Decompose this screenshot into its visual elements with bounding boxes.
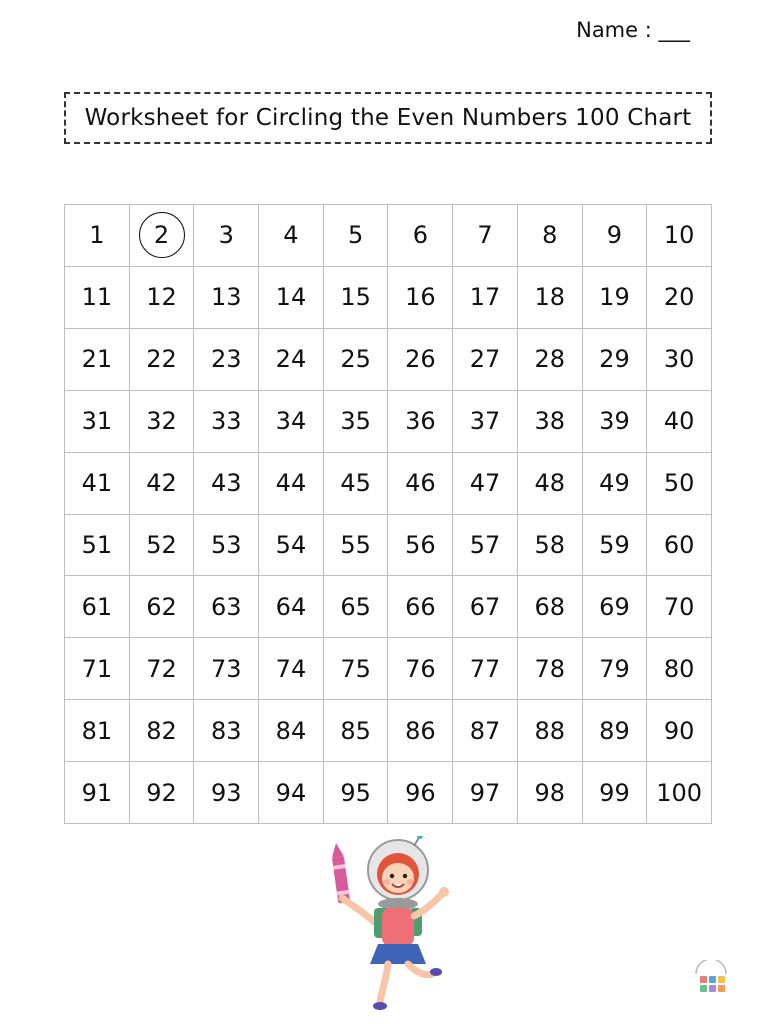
chart-cell[interactable] (65, 205, 130, 267)
chart-cell[interactable] (647, 267, 712, 329)
cell-number: 38 (534, 407, 566, 436)
chart-cell[interactable] (518, 700, 583, 762)
cell-number: 59 (599, 530, 630, 559)
cell-number: 61 (81, 592, 113, 621)
cell-number: 36 (405, 407, 436, 436)
chart-cell[interactable] (194, 762, 259, 824)
cell-number: 28 (534, 345, 566, 374)
chart-cell[interactable] (453, 762, 518, 824)
chart-cell[interactable] (324, 391, 389, 453)
cell-number: 18 (534, 283, 566, 312)
cell-number: 69 (599, 592, 630, 621)
cell-number: 15 (340, 283, 371, 312)
cell-number: 55 (340, 530, 371, 559)
cell-number: 41 (81, 469, 113, 498)
chart-cell[interactable] (259, 700, 324, 762)
cell-number: 89 (599, 716, 630, 745)
cell-number: 66 (405, 592, 436, 621)
cell-number: 91 (81, 778, 113, 807)
cell-number: 63 (210, 592, 242, 621)
cell-number: 47 (469, 469, 501, 498)
chart-cell[interactable] (65, 638, 130, 700)
chart-cell[interactable] (453, 453, 518, 515)
chart-cell[interactable] (259, 638, 324, 700)
cell-number: 22 (146, 345, 177, 374)
cell-number: 48 (534, 469, 566, 498)
cell-number: 10 (663, 221, 695, 250)
chart-cell[interactable] (518, 391, 583, 453)
cell-number: 32 (146, 407, 177, 436)
chart-cell[interactable] (518, 205, 583, 267)
cell-number: 3 (218, 221, 234, 250)
chart-cell[interactable] (388, 576, 453, 638)
chart-cell[interactable] (324, 638, 389, 700)
chart-cell[interactable] (324, 762, 389, 824)
cell-number: 92 (146, 778, 177, 807)
cell-number: 87 (469, 716, 501, 745)
cell-number: 19 (599, 283, 630, 312)
chart-cell[interactable] (583, 576, 648, 638)
cell-number: 24 (275, 345, 307, 374)
chart-cell[interactable] (647, 391, 712, 453)
cell-number: 81 (81, 716, 113, 745)
cell-number: 13 (210, 283, 242, 312)
chart-cell[interactable] (518, 762, 583, 824)
cell-number: 64 (275, 592, 307, 621)
chart-cell[interactable] (259, 329, 324, 391)
chart-cell[interactable] (194, 329, 259, 391)
cell-number: 90 (663, 716, 695, 745)
cell-number: 100 (656, 778, 703, 807)
chart-cell[interactable] (453, 205, 518, 267)
chart-cell[interactable] (65, 762, 130, 824)
cell-number: 78 (534, 654, 566, 683)
cell-number: 98 (534, 778, 566, 807)
cell-number: 33 (210, 407, 242, 436)
cell-number: 25 (340, 345, 371, 374)
cell-number: 6 (412, 221, 428, 250)
chart-cell[interactable] (518, 515, 583, 577)
cell-number: 16 (405, 283, 436, 312)
chart-cell[interactable] (130, 267, 195, 329)
chart-cell[interactable] (130, 700, 195, 762)
chart-cell[interactable] (259, 762, 324, 824)
cell-number: 85 (340, 716, 371, 745)
cell-number: 73 (210, 654, 242, 683)
chart-cell[interactable] (583, 391, 648, 453)
chart-cell[interactable] (583, 205, 648, 267)
chart-cell[interactable] (65, 700, 130, 762)
chart-cell[interactable] (130, 638, 195, 700)
chart-cell[interactable] (583, 453, 648, 515)
cell-number: 94 (275, 778, 307, 807)
chart-cell[interactable] (194, 453, 259, 515)
chart-cell[interactable] (388, 205, 453, 267)
chart-cell[interactable] (453, 576, 518, 638)
chart-cell[interactable] (194, 638, 259, 700)
cell-number: 71 (81, 654, 113, 683)
chart-cell[interactable] (518, 453, 583, 515)
chart-cell[interactable] (194, 700, 259, 762)
chart-cell[interactable] (453, 638, 518, 700)
cell-number: 49 (599, 469, 630, 498)
chart-cell[interactable] (194, 515, 259, 577)
cell-number: 56 (405, 530, 436, 559)
cell-number: 77 (469, 654, 501, 683)
chart-cell[interactable] (388, 638, 453, 700)
chart-cell[interactable] (647, 576, 712, 638)
chart-cell[interactable] (453, 329, 518, 391)
chart-cell[interactable] (324, 576, 389, 638)
cell-number: 1 (89, 221, 105, 250)
cell-number: 11 (81, 283, 113, 312)
cell-number: 88 (534, 716, 566, 745)
chart-cell[interactable] (583, 638, 648, 700)
cell-number: 34 (275, 407, 307, 436)
cell-number: 45 (340, 469, 371, 498)
cell-number: 96 (405, 778, 436, 807)
chart-cell[interactable] (194, 205, 259, 267)
chart-cell[interactable] (324, 267, 389, 329)
cell-number: 5 (348, 221, 364, 250)
cell-number: 37 (469, 407, 501, 436)
chart-cell[interactable] (194, 267, 259, 329)
chart-cell[interactable] (518, 329, 583, 391)
chart-cell[interactable] (453, 515, 518, 577)
cell-number: 97 (469, 778, 501, 807)
chart-cell[interactable] (453, 391, 518, 453)
cell-number: 31 (81, 407, 113, 436)
cell-number: 12 (146, 283, 177, 312)
cell-number: 39 (599, 407, 630, 436)
chart-cell[interactable] (583, 515, 648, 577)
cell-number: 57 (469, 530, 501, 559)
chart-cell[interactable] (647, 205, 712, 267)
chart-cell[interactable] (647, 762, 712, 824)
chart-cell[interactable] (647, 329, 712, 391)
chart-cell[interactable] (324, 329, 389, 391)
chart-cell[interactable] (324, 205, 389, 267)
chart-cell[interactable] (130, 453, 195, 515)
cell-number: 14 (275, 283, 307, 312)
cell-number: 29 (599, 345, 630, 374)
chart-cell[interactable] (388, 700, 453, 762)
cell-number: 79 (599, 654, 630, 683)
chart-cell[interactable] (388, 267, 453, 329)
cell-number: 76 (405, 654, 436, 683)
chart-cell[interactable] (259, 576, 324, 638)
cell-number: 9 (606, 221, 623, 250)
chart-cell[interactable] (453, 700, 518, 762)
chart-cell[interactable] (65, 576, 130, 638)
cell-number: 67 (469, 592, 501, 621)
chart-cell[interactable] (65, 391, 130, 453)
cell-number: 80 (663, 654, 695, 683)
chart-cell[interactable] (194, 576, 259, 638)
cell-number: 74 (275, 654, 307, 683)
chart-cell[interactable] (324, 453, 389, 515)
chart-cell[interactable] (583, 329, 648, 391)
cell-number: 30 (663, 345, 695, 374)
chart-cell[interactable] (130, 762, 195, 824)
name-field-label: Name : ___ (576, 18, 690, 42)
chart-cell[interactable] (194, 391, 259, 453)
chart-cell[interactable] (259, 391, 324, 453)
chart-cell[interactable] (518, 638, 583, 700)
hundred-chart (64, 204, 712, 824)
cell-number: 50 (663, 469, 695, 498)
cell-number: 84 (275, 716, 307, 745)
chart-cell[interactable] (388, 762, 453, 824)
cell-number: 75 (340, 654, 371, 683)
cell-number: 68 (534, 592, 566, 621)
cell-number: 52 (146, 530, 177, 559)
cell-number: 46 (405, 469, 436, 498)
worksheet-title-box (64, 92, 712, 144)
chart-cell[interactable] (518, 267, 583, 329)
astronaut-girl-with-crayon-icon (322, 836, 462, 1012)
chart-cell[interactable] (583, 762, 648, 824)
chart-cell[interactable] (130, 515, 195, 577)
cell-number: 54 (275, 530, 307, 559)
cell-number: 53 (210, 530, 242, 559)
cell-number: 95 (340, 778, 371, 807)
cell-number: 26 (405, 345, 436, 374)
chart-cell[interactable] (130, 391, 195, 453)
cell-number: 99 (599, 778, 630, 807)
cell-number: 42 (146, 469, 177, 498)
cell-number: 82 (146, 716, 177, 745)
chart-cell[interactable] (259, 453, 324, 515)
cell-number: 93 (210, 778, 242, 807)
cell-number: 35 (340, 407, 371, 436)
chart-cell[interactable] (259, 515, 324, 577)
cell-number: 21 (81, 345, 113, 374)
cell-number: 58 (534, 530, 566, 559)
circled-number: 2 (139, 212, 185, 258)
chart-cell[interactable] (388, 515, 453, 577)
cell-number: 83 (210, 716, 242, 745)
cell-number: 44 (275, 469, 307, 498)
cell-number: 40 (663, 407, 695, 436)
cell-number: 51 (81, 530, 113, 559)
cell-number: 20 (663, 283, 695, 312)
chart-cell[interactable] (259, 205, 324, 267)
chart-cell[interactable] (65, 515, 130, 577)
chart-cell[interactable] (647, 453, 712, 515)
chart-cell[interactable] (647, 515, 712, 577)
chart-cell[interactable] (259, 267, 324, 329)
chart-cell[interactable] (583, 267, 648, 329)
cell-number: 23 (210, 345, 242, 374)
chart-cell[interactable] (324, 515, 389, 577)
chart-cell[interactable] (65, 329, 130, 391)
chart-cell[interactable] (130, 576, 195, 638)
cell-number: 86 (405, 716, 436, 745)
chart-cell[interactable] (647, 700, 712, 762)
chart-cell[interactable] (583, 700, 648, 762)
cell-number: 43 (210, 469, 242, 498)
chart-cell[interactable] (388, 453, 453, 515)
cell-number: 70 (663, 592, 695, 621)
cell-number: 27 (469, 345, 501, 374)
cell-number: 4 (283, 221, 299, 250)
chart-cell[interactable] (388, 329, 453, 391)
cell-number: 65 (340, 592, 371, 621)
chart-cell[interactable] (647, 638, 712, 700)
chart-cell[interactable] (130, 329, 195, 391)
chart-cell[interactable] (65, 267, 130, 329)
cell-number: 8 (542, 221, 558, 250)
chart-cell[interactable] (453, 267, 518, 329)
chart-cell[interactable] (130, 205, 195, 267)
worksheet-title: Worksheet for Circling the Even Numbers 100 Chart (84, 105, 692, 131)
brand-logo-icon (690, 960, 732, 1000)
cell-number: 62 (146, 592, 177, 621)
chart-cell[interactable] (518, 576, 583, 638)
cell-number: 7 (477, 221, 493, 250)
cell-number: 72 (146, 654, 177, 683)
chart-cell[interactable] (65, 453, 130, 515)
cell-number: 17 (469, 283, 501, 312)
chart-cell[interactable] (324, 700, 389, 762)
chart-cell[interactable] (388, 391, 453, 453)
cell-number: 60 (663, 530, 695, 559)
